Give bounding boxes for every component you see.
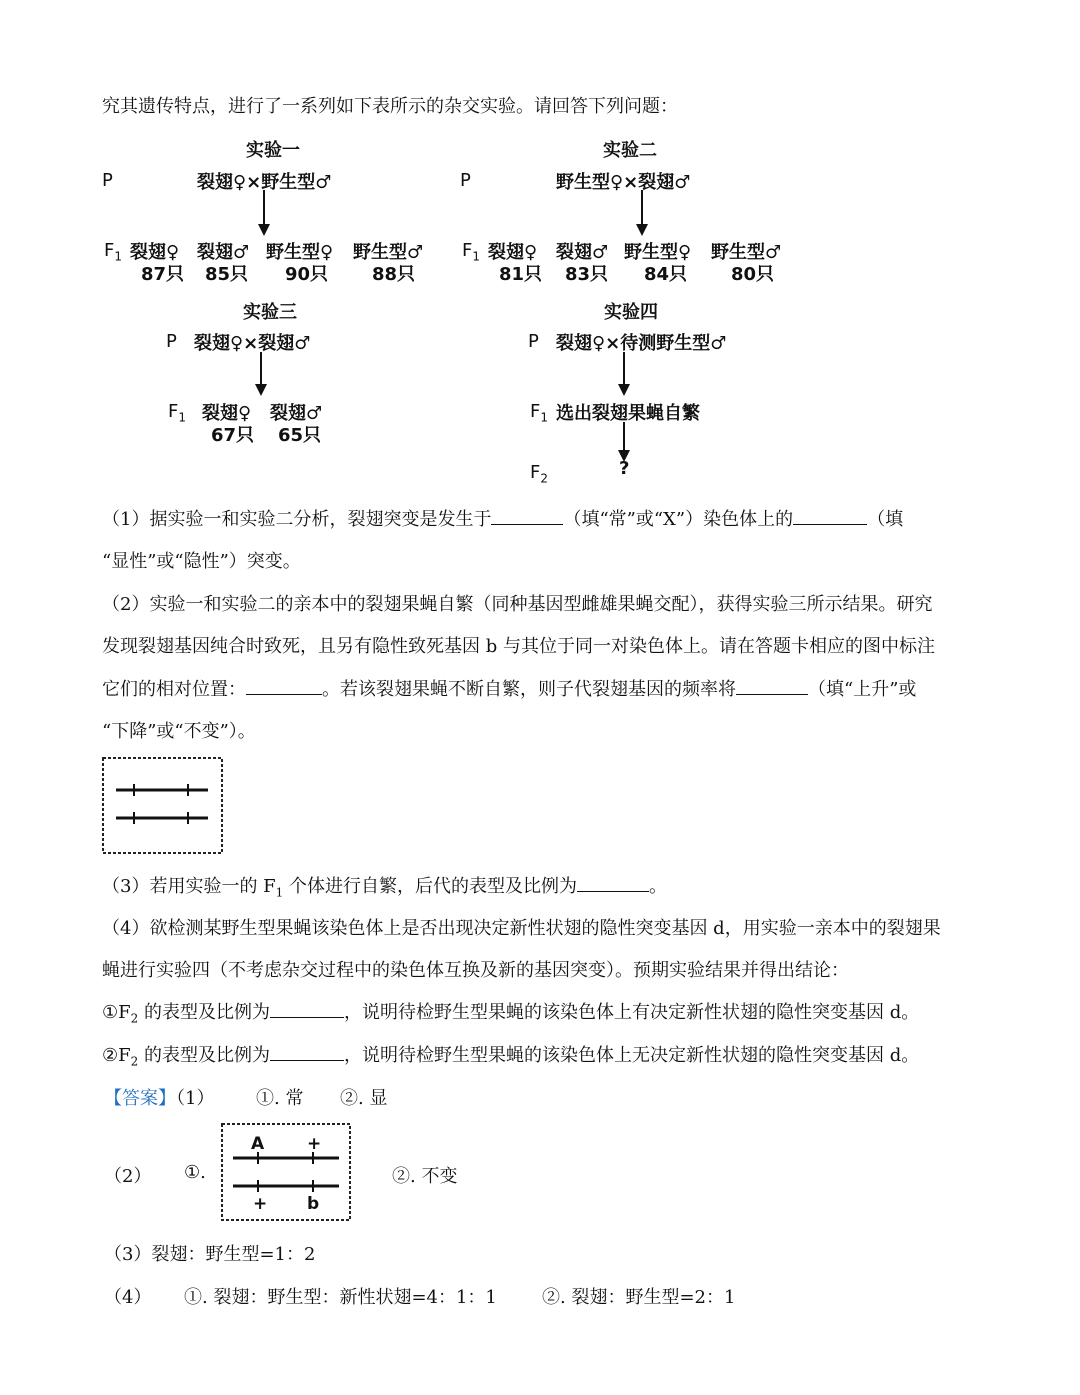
answer-line1: 【答案】（1） [104, 1088, 215, 1109]
answer-4-2: ②. 裂翅：野生型=2：1 [542, 1287, 736, 1308]
exp3-f1-label: $F_1$ [168, 401, 186, 425]
exp1-cross: 裂翅♀×野生型♂ [197, 172, 332, 193]
exp2-f1-label: $F_1$ [462, 240, 480, 264]
exp2-offspring-1: 裂翅♀ [488, 242, 538, 263]
q3-line: （3）若用实验一的 $F_1$ 个体进行自繁，后代的表型及比例为 。 [102, 872, 667, 900]
answer-2-2: ②. 不变 [392, 1166, 458, 1187]
exp1-offspring-4: 野生型♂ [353, 242, 424, 263]
chromosome-blank-diagram [102, 757, 223, 854]
exp3-offspring-1: 裂翅♀ [202, 403, 252, 424]
exp3-cross: 裂翅♀×裂翅♂ [194, 333, 311, 354]
answer-key-label: 【答案】 [104, 1088, 176, 1109]
exp2-title: 实验二 [603, 140, 657, 161]
gene-label-plus-top: + [307, 1134, 322, 1154]
exp1-count-1: 87只 [141, 264, 185, 285]
answer-2-1: ①. [184, 1162, 206, 1183]
exp1-arrow-icon [257, 190, 271, 236]
exp4-title: 实验四 [604, 302, 658, 323]
exp1-f1-label: $F_1$ [104, 240, 122, 264]
exp2-offspring-3: 野生型♀ [624, 242, 692, 263]
exp1-title: 实验一 [246, 140, 300, 161]
exp4-f1-label: $F_1$ [530, 401, 548, 425]
exp1-offspring-3: 野生型♀ [266, 242, 334, 263]
exp1-count-3: 90只 [285, 264, 329, 285]
exp1-offspring-1: 裂翅♀ [130, 242, 180, 263]
gene-label-A: A [251, 1134, 265, 1154]
q4-line1: （4）欲检测某野生型果蝇该染色体上是否出现决定新性状翅的隐性突变基因 d，用实验一亲本中的裂翅果 [102, 918, 941, 939]
exp3-count-1: 67只 [211, 425, 255, 446]
exp1-p-label: P [102, 170, 113, 191]
q4-line2: 蝇进行实验四（不考虑杂交过程中的染色体互换及新的基因突变）。预期实验结果并得出结论： [102, 960, 849, 981]
exp2-count-4: 80只 [731, 264, 775, 285]
q4-option2: $②F_2$ 的表型及比例为 ，说明待检野生型果蝇的该染色体上无决定新性状翅的隐性突变基因 d。 [102, 1041, 919, 1069]
exp1-count-4: 88只 [372, 264, 416, 285]
exp4-cross: 裂翅♀×待测野生型♂ [556, 333, 727, 354]
exp2-cross: 野生型♀×裂翅♂ [556, 172, 691, 193]
exp2-count-3: 84只 [644, 264, 688, 285]
exp1-count-2: 85只 [205, 264, 249, 285]
q2-line1: （2）实验一和实验二的亲本中的裂翅果蝇自繁（同种基因型雌雄果蝇交配），获得实验三所示结果。研究 [102, 594, 933, 615]
q1-line1: （1）据实验一和实验二分析，裂翅突变是发生于 （填“常”或“X”）染色体上的 （填 [102, 505, 903, 531]
answer-1-1: ①. 常 [256, 1088, 304, 1109]
exp4-arrow-1-icon [617, 352, 631, 396]
exp3-count-2: 65只 [278, 425, 322, 446]
exp4-f2-label: $F_2$ [530, 462, 548, 486]
chromosome-answer-diagram [221, 1123, 351, 1221]
answer-1-2: ②. 显 [340, 1088, 388, 1109]
exp2-count-1: 81只 [499, 264, 543, 285]
answer-2-num: （2） [104, 1166, 152, 1187]
q1-line2: “显性”或“隐性”）突变。 [102, 551, 301, 572]
gene-label-b: b [307, 1194, 320, 1214]
exp3-title: 实验三 [243, 302, 297, 323]
exp4-p-label: P [528, 331, 539, 352]
q2-line4: “下降”或“不变”）。 [102, 721, 256, 742]
exp2-offspring-2: 裂翅♂ [556, 242, 609, 263]
q2-line2: 发现裂翅基因纯合时致死，且另有隐性致死基因 b 与其位于同一对染色体上。请在答题卡相应的图中标注 [102, 636, 935, 657]
exp4-f1-text: 选出裂翅果蝇自繁 [556, 403, 700, 424]
q2-line3: 它们的相对位置： 。若该裂翅果蝇不断自繁，则子代裂翅基因的频率将 （填“上升”或 [102, 675, 916, 701]
exp2-count-2: 83只 [565, 264, 609, 285]
answer-4-num: （4） [104, 1287, 152, 1308]
exp3-arrow-icon [254, 352, 268, 396]
exp3-p-label: P [166, 331, 177, 352]
exp2-arrow-icon [635, 190, 649, 236]
intro-text: 究其遗传特点，进行了一系列如下表所示的杂交实验。请回答下列问题： [102, 96, 678, 117]
q4-option1: $①F_2$ 的表型及比例为 ，说明待检野生型果蝇的该染色体上有决定新性状翅的隐性突变基因 d。 [102, 998, 919, 1026]
exp4-f2-text: ? [619, 458, 630, 479]
gene-label-plus-bottom: + [253, 1194, 268, 1214]
exp3-offspring-2: 裂翅♂ [270, 403, 323, 424]
exp2-p-label: P [460, 170, 471, 191]
exp4-arrow-2-icon [617, 422, 631, 462]
exp1-offspring-2: 裂翅♂ [197, 242, 250, 263]
answer-3: （3）裂翅：野生型=1：2 [104, 1244, 316, 1265]
answer-4-1: ①. 裂翅：野生型：新性状翅=4：1：1 [184, 1287, 497, 1308]
exp2-offspring-4: 野生型♂ [711, 242, 782, 263]
